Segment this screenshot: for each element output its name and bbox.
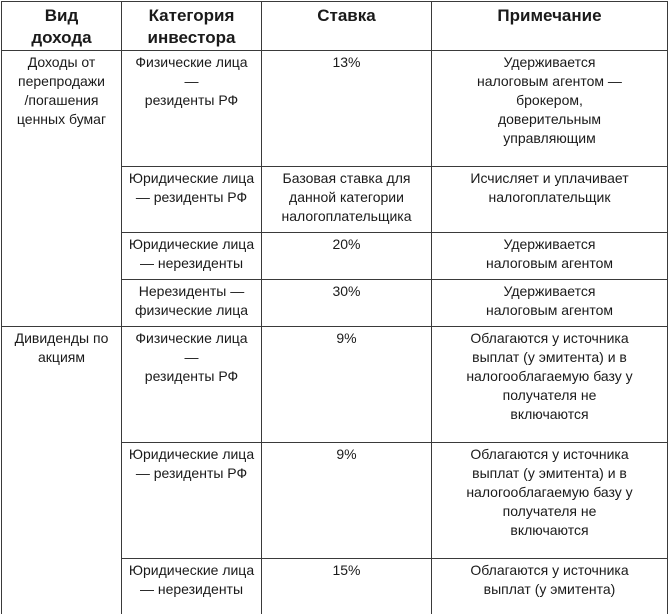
income-kind-cell: Дивиденды по акциям	[2, 327, 122, 614]
header-rate: Ставка	[262, 2, 432, 51]
note-cell: Облагаются у источника выплат (у эмитента) и в налогооблагаемую базу у получателя не включаются	[432, 443, 668, 559]
rate-cell: Базовая ставка для данной категории налогоплательщика	[262, 167, 432, 233]
category-cell: Юридические лица — резиденты РФ	[122, 443, 262, 559]
category-cell: Физические лица — резиденты РФ	[122, 51, 262, 167]
category-cell: Юридические лица — нерезиденты	[122, 559, 262, 614]
note-cell: Удерживается налоговым агентом	[432, 233, 668, 280]
category-cell: Юридические лица — нерезиденты	[122, 233, 262, 280]
rate-cell: 9%	[262, 327, 432, 443]
table-row	[2, 327, 668, 443]
note-cell: Облагаются у источника выплат (у эмитента) и в налогооблагаемую базу у получателя не включаются	[432, 327, 668, 443]
note-cell: Удерживается налоговым агентом — брокером, доверительным управляющим	[432, 51, 668, 167]
rate-cell: 13%	[262, 51, 432, 167]
rate-cell: 20%	[262, 233, 432, 280]
tax-rates-table	[1, 1, 668, 614]
rate-cell: 9%	[262, 443, 432, 559]
note-cell: Удерживается налоговым агентом	[432, 280, 668, 327]
table-row	[2, 51, 668, 167]
category-cell: Физические лица — резиденты РФ	[122, 327, 262, 443]
rate-cell: 30%	[262, 280, 432, 327]
category-cell: Нерезиденты — физические лица	[122, 280, 262, 327]
header-investor-category: Категория инвестора	[122, 2, 262, 51]
note-cell: Исчисляет и уплачивает налогоплательщик	[432, 167, 668, 233]
note-cell: Облагаются у источника выплат (у эмитента)	[432, 559, 668, 614]
header-note: Примечание	[432, 2, 668, 51]
income-kind-cell: Доходы от перепродажи /погашения ценных бумаг	[2, 51, 122, 327]
rate-cell: 15%	[262, 559, 432, 614]
header-row	[2, 2, 668, 51]
category-cell: Юридические лица — резиденты РФ	[122, 167, 262, 233]
header-income-kind: Вид дохода	[2, 2, 122, 51]
